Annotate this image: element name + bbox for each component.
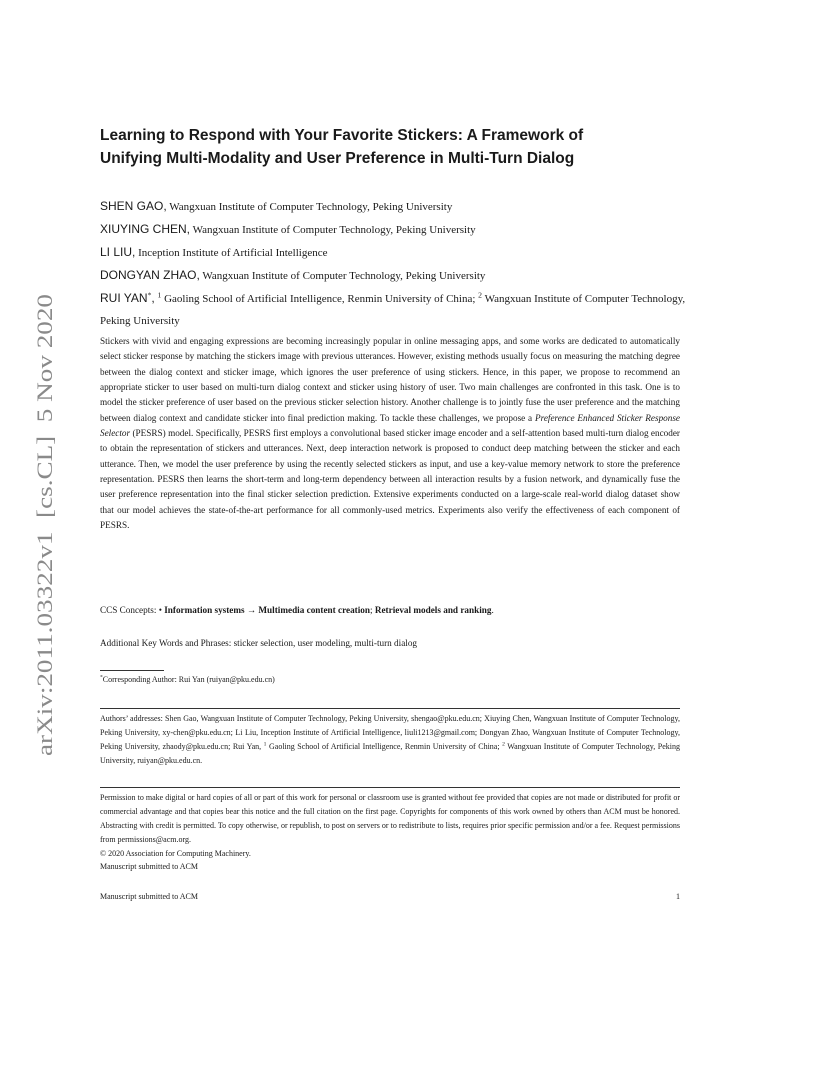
author-affiliation: Gaoling School of Artificial Intelligence, Renmin University of China;: [161, 293, 479, 305]
ccs-suffix: .: [491, 605, 494, 615]
arxiv-side-stamp: [22, 290, 62, 760]
arxiv-stamp-text: arXiv:2011.03322v1 [cs.CL] 5 Nov 2020: [32, 373, 57, 756]
author-entry: [100, 287, 690, 332]
footer-left: Manuscript submitted to ACM: [100, 892, 198, 901]
ccs-concept: Retrieval models and ranking: [374, 605, 492, 615]
author-entry: [100, 195, 690, 218]
ccs-concept: Information systems → Multimedia content creation: [164, 605, 370, 615]
paper-title: [100, 124, 700, 170]
ccs-separator: ;: [369, 605, 375, 615]
permission-notice: Permission to make digital or hard copies of all or part of this work for personal or classroom use is granted without fee provided that copies are not made or distributed for profit or commercial advantage and that copies bear this notice and the full citation on the first page. Copyrights for components of this work owned by others than ACM must be honored. Abstracting with credit is permitted. To copy otherwise, or republish, to post on servers or to redistribute to lists, requires prior specific permission and/or a fee. Request permissions from permissions@acm.org.: [100, 793, 680, 844]
affiliation-mark: 1: [157, 290, 162, 300]
title-line-2: Unifying Multi-Modality and User Preference in Multi-Turn Dialog: [100, 150, 575, 167]
keywords: Additional Key Words and Phrases: sticker selection, user modeling, multi-turn dialog: [100, 638, 418, 648]
ccs-prefix: CCS Concepts: •: [100, 605, 165, 615]
footnote-mark: *: [100, 674, 103, 681]
author-affiliation: Wangxuan Institute of Computer Technology, Peking University: [100, 293, 686, 327]
page-number: 1: [676, 892, 680, 901]
author-addresses: [100, 712, 680, 768]
author-name: LI LIU,: [100, 245, 136, 259]
affiliation-mark: 2: [478, 290, 483, 300]
addresses-text: Authors’ addresses: Shen Gao, Wangxuan Institute of Computer Technology, Peking University, shengao@pku.edu.cn; Xiuying Chen, Wangxuan Institute of Computer Technology, Peking University, xy-chen@pku.edu.cn; Li Liu, Inception Institute of Artificial Intelligence, liuli1213@gmail.com; Dongyan Zhao, Wangxuan Institute of Computer Technology, Peking University, zhaody@pku.edu.cn; Rui Yan,: [100, 714, 680, 751]
author-entry: [100, 218, 690, 241]
author-name: XIUYING CHEN,: [100, 222, 191, 236]
model-name: Preference Enhanced Sticker Response Selector: [100, 412, 680, 439]
abstract-text: (PESRS) model. Specifically, PESRS first employs a convolutional based sticker image encoder and a self-attention based multi-turn dialog encoder to obtain the representation of stickers and utterances. Next, deep interaction network is proposed to conduct deep matching between the sticker and each utterance. Then, we model the user preference by using the recently selected stickers as input, and use a key-value memory network to store the preference representation. PESRS then learns the short-term and long-term dependency between all interaction results by a fusion network, and dynamically fuse the user preference representation into the final sticker selection prediction. Extensive experiments conducted on a large-scale real-world dialog dataset show that our model achieves the state-of-the-art performance for all commonly-used metrics. Experiments also verify the effectiveness of each component of PESRS.: [100, 428, 680, 531]
author-entry: [100, 241, 690, 264]
addresses-text: Gaoling School of Artificial Intelligence, Renmin University of China;: [266, 742, 503, 751]
abstract-text: Stickers with vivid and engaging expressions are becoming increasingly popular in online messaging apps, and some works are dedicated to automatically select sticker response by matching the stickers image with previous utterances. However, existing methods usually focus on measuring the matching degree between the dialog context and sticker image, which ignores the user preference of using stickers. Hence, in this paper, we propose to recommend an appropriate sticker to user based on multi-turn dialog context and sticker using history of user. Two main challenges are confronted in this task. One is to model the sticker preference of user based on the previous sticker selection history. Another challenge is to jointly fuse the user preference and the matching between dialog context and candidate sticker into final prediction making. To tackle these challenges, we propose a: [100, 336, 680, 423]
addresses-text: Wangxuan Institute of Computer Technology, Peking University, ruiyan@pku.edu.cn.: [100, 742, 680, 765]
author-name: SHEN GAO,: [100, 199, 167, 213]
footnote-text: Corresponding Author: Rui Yan (ruiyan@pku.edu.cn): [102, 675, 275, 684]
author-affiliation: Wangxuan Institute of Computer Technology, Peking University: [199, 270, 486, 282]
affiliation-mark: 2: [502, 741, 505, 748]
author-name: RUI YAN: [100, 291, 148, 305]
author-name: DONGYAN ZHAO,: [100, 268, 200, 282]
author-affiliation: Wangxuan Institute of Computer Technology, Peking University: [190, 224, 476, 236]
abstract: [100, 334, 680, 533]
copyright-line: © 2020 Association for Computing Machinery.: [100, 849, 251, 858]
corresponding-footnote: [100, 674, 680, 686]
footnote-divider: [100, 670, 164, 671]
author-affiliation: Wangxuan Institute of Computer Technology, Peking University: [166, 201, 453, 213]
title-line-1: Learning to Respond with Your Favorite Stickers: A Framework of: [100, 127, 584, 144]
corresponding-mark: *: [147, 290, 152, 300]
ccs-concepts: [100, 603, 680, 617]
author-affiliation: Inception Institute of Artificial Intelligence: [135, 247, 328, 259]
author-entry: [100, 264, 690, 287]
addresses-divider: [100, 708, 680, 709]
author-list: [100, 195, 690, 332]
manuscript-note: Manuscript submitted to ACM: [100, 862, 198, 871]
permission-divider: [100, 787, 680, 788]
author-comma: ,: [151, 291, 155, 305]
affiliation-mark: 1: [263, 741, 267, 748]
